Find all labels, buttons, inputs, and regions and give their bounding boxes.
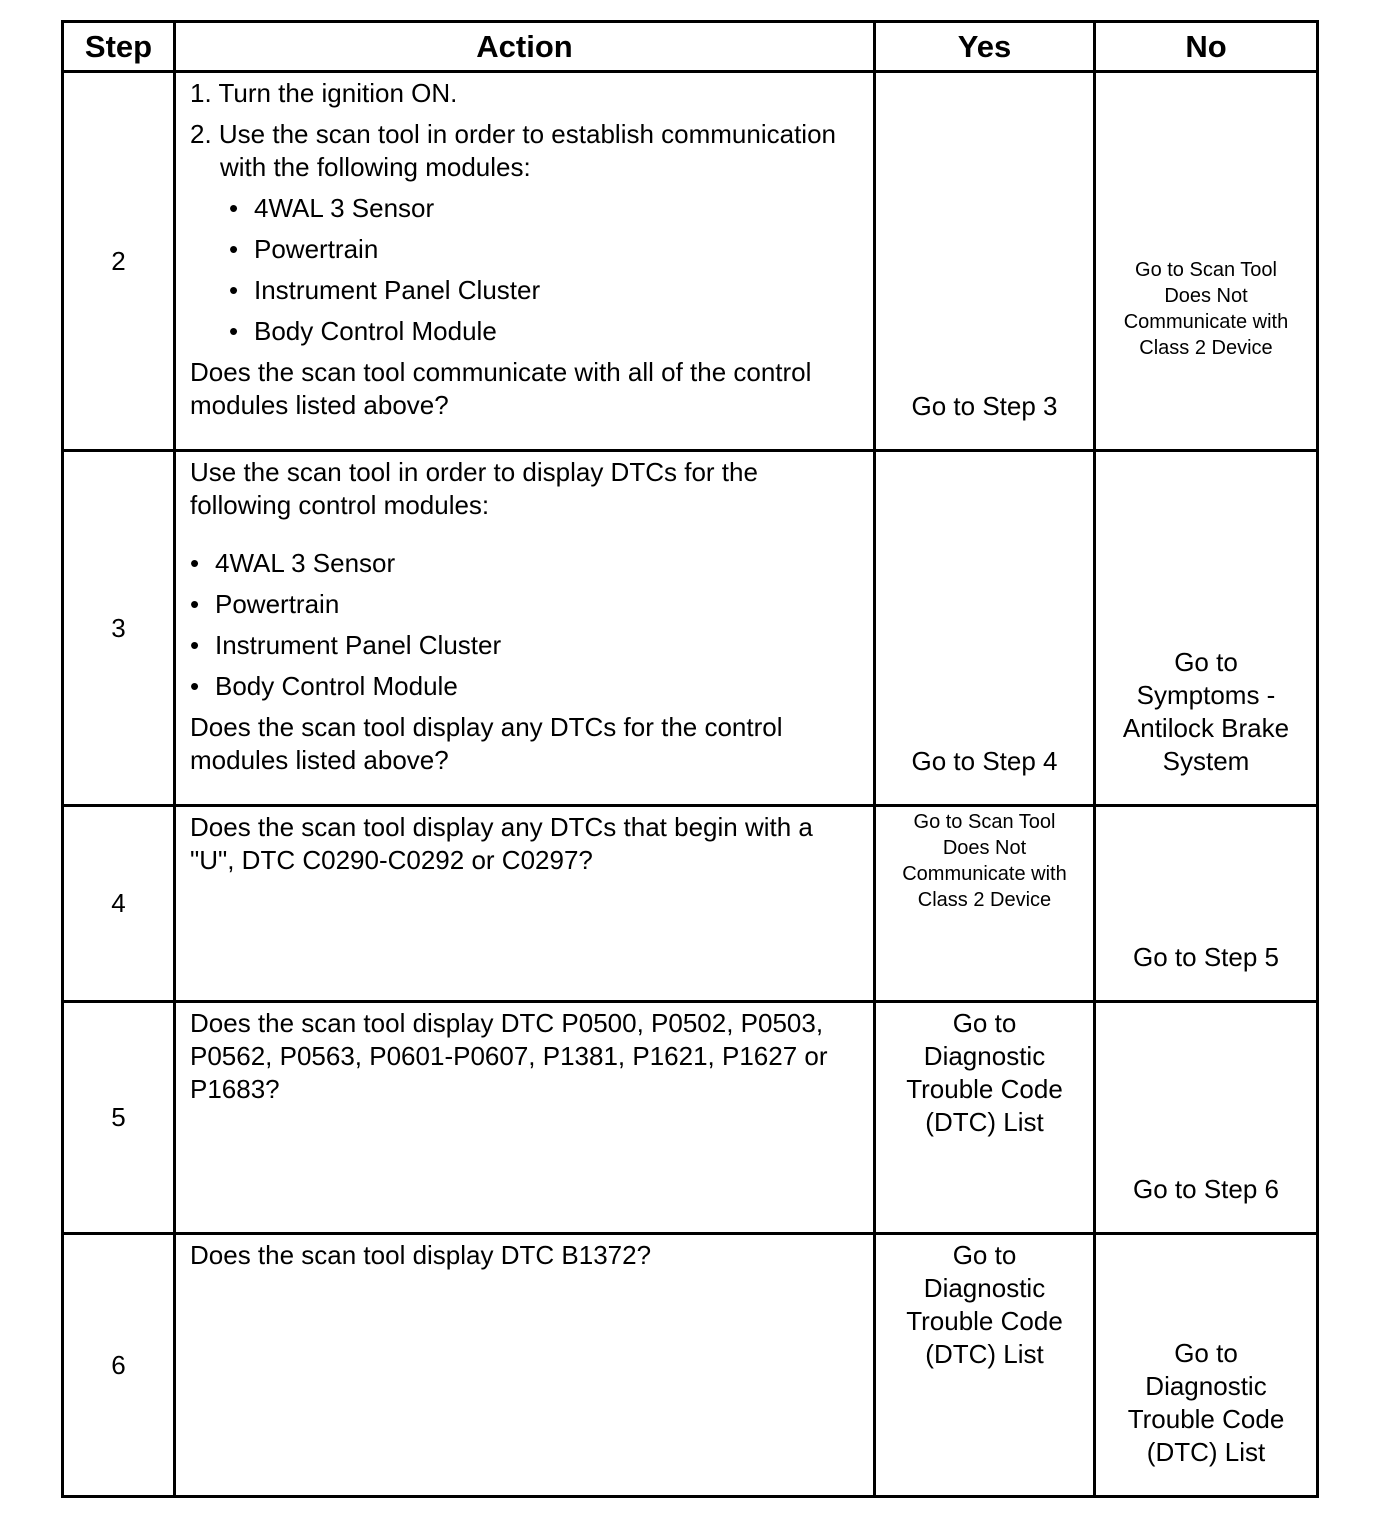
module-list [190, 547, 859, 703]
no-cell [1095, 1234, 1318, 1497]
action-item: 1. Turn the ignition ON. [190, 78, 458, 108]
table-row [63, 806, 1318, 1002]
action-question: Does the scan tool display any DTCs for the control modules listed above? [190, 712, 783, 775]
action-question: Does the scan tool display any DTCs that begin with a "U", DTC C0290-C0292 or C0297? [190, 812, 813, 875]
no-cell [1095, 1002, 1318, 1234]
header-action: Action [175, 22, 875, 72]
no-result: Go to Scan Tool Does Not Communicate with Class 2 Device [1123, 259, 1289, 359]
no-cell [1095, 451, 1318, 806]
step-number: 4 [63, 806, 175, 1002]
list-item: • Body Control Module [229, 316, 497, 346]
table-row [63, 1234, 1318, 1497]
header-no: No [1095, 22, 1318, 72]
action-cell [175, 451, 875, 806]
action-cell [175, 806, 875, 1002]
action-intro: Use the scan tool in order to display DTCs for the following control modules: [190, 457, 758, 520]
action-question: Does the scan tool communicate with all of the control modules listed above? [190, 357, 812, 420]
action-item: 2. Use the scan tool in order to establish communication with the following modules: [190, 119, 837, 182]
header-step: Step [63, 22, 175, 72]
list-item: • Instrument Panel Cluster [229, 275, 541, 305]
diagnostic-table [61, 20, 1319, 1498]
no-result: Go to Diagnostic Trouble Code (DTC) List [1127, 1338, 1285, 1467]
action-question: Does the scan tool display DTC P0500, P0502, P0503, P0562, P0563, P0601-P0607, P1381, P1621, P1627 or P1683? [190, 1008, 828, 1104]
yes-result: Go to Scan Tool Does Not Communicate with Class 2 Device [902, 811, 1067, 911]
no-result: Go to Step 6 [1133, 1174, 1279, 1204]
yes-cell [875, 451, 1095, 806]
list-item: • Powertrain [190, 589, 340, 619]
yes-cell [875, 806, 1095, 1002]
step-number: 3 [63, 451, 175, 806]
no-result: Go to Symptoms - Antilock Brake System [1122, 647, 1290, 776]
action-cell [175, 1234, 875, 1497]
table-row [63, 72, 1318, 451]
yes-result: Go to Diagnostic Trouble Code (DTC) List [906, 1008, 1063, 1137]
table-row [63, 451, 1318, 806]
step-number: 2 [63, 72, 175, 451]
list-item: • Instrument Panel Cluster [190, 630, 502, 660]
module-list [190, 192, 859, 348]
action-cell [175, 72, 875, 451]
list-item: • 4WAL 3 Sensor [190, 548, 396, 578]
list-item: • Powertrain [229, 234, 379, 264]
table-row [63, 1002, 1318, 1234]
no-cell [1095, 806, 1318, 1002]
step-number: 6 [63, 1234, 175, 1497]
yes-result: Go to Diagnostic Trouble Code (DTC) List [906, 1240, 1063, 1369]
no-cell [1095, 72, 1318, 451]
list-item: • Body Control Module [190, 671, 458, 701]
action-question: Does the scan tool display DTC B1372? [190, 1240, 652, 1270]
list-item: • 4WAL 3 Sensor [229, 193, 435, 223]
yes-result: Go to Step 3 [911, 391, 1058, 421]
yes-result: Go to Step 4 [911, 746, 1058, 776]
yes-cell [875, 1002, 1095, 1234]
no-result: Go to Step 5 [1133, 942, 1279, 972]
header-row [63, 22, 1318, 72]
action-cell [175, 1002, 875, 1234]
yes-cell [875, 72, 1095, 451]
step-number: 5 [63, 1002, 175, 1234]
header-yes: Yes [875, 22, 1095, 72]
yes-cell [875, 1234, 1095, 1497]
